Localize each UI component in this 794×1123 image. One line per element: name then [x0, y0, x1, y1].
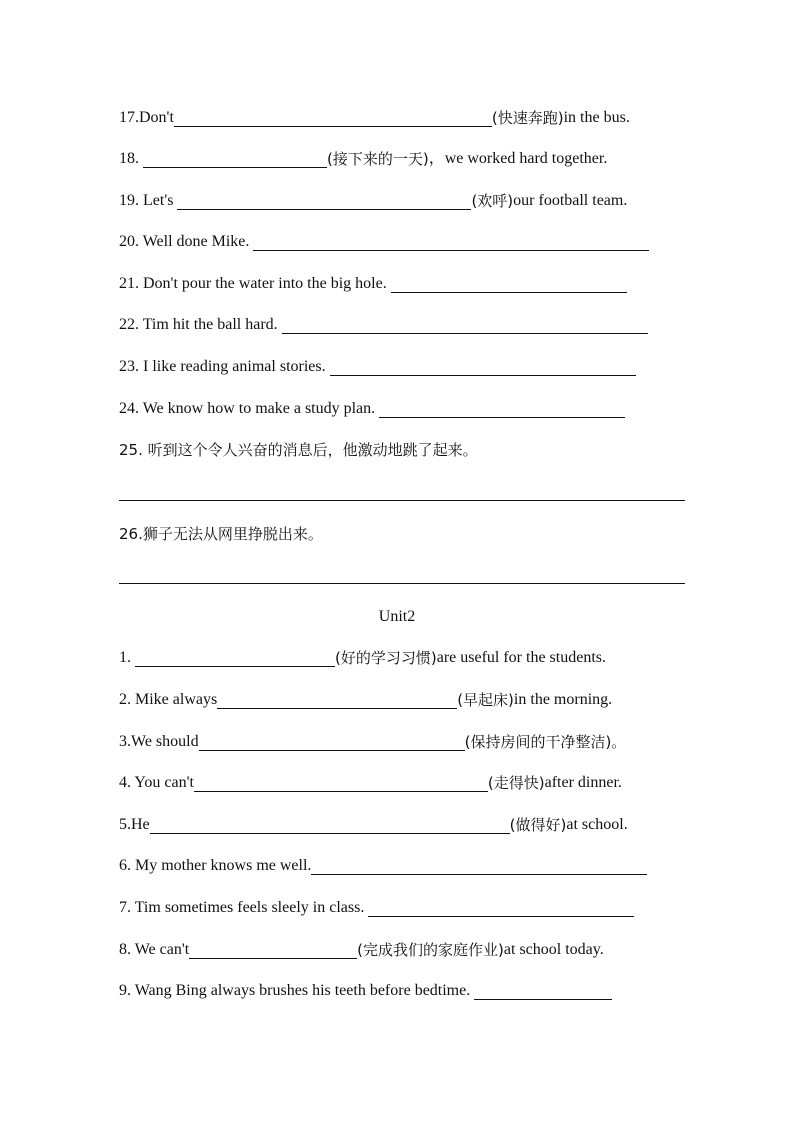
question-19 [119, 190, 627, 212]
question-26-prompt: 26.狮子无法从网里挣脱出来。 [119, 525, 323, 543]
unit2-question-2-tail: in the morning. [513, 691, 613, 708]
question-18-prompt: 18. [119, 150, 139, 167]
unit2-question-1-tail: are useful for the students. [436, 649, 606, 666]
unit2-answer-blank-6[interactable] [311, 857, 647, 875]
unit2-question-5-hint: (做得好) [509, 816, 567, 834]
unit2-question-5-tail: at school. [566, 816, 628, 833]
question-17 [119, 107, 630, 129]
unit2-answer-blank-5[interactable] [150, 816, 510, 834]
answer-blank-17[interactable] [174, 109, 492, 127]
question-21 [119, 273, 627, 295]
unit2-question-7 [119, 897, 634, 919]
unit2-question-1 [119, 647, 606, 669]
question-22 [119, 314, 648, 336]
unit2-answer-blank-1[interactable] [135, 649, 335, 667]
question-22-sentence: 22. Tim hit the ball hard. [119, 316, 278, 333]
unit2-question-8-tail: at school today. [503, 941, 604, 958]
answer-line-26[interactable] [119, 583, 685, 584]
unit2-answer-blank-4[interactable] [194, 774, 488, 792]
question-24 [119, 398, 625, 420]
unit2-answer-blank-2[interactable] [217, 691, 457, 709]
answer-blank-23[interactable] [330, 358, 636, 376]
question-19-tail: our football team. [513, 192, 628, 209]
unit-heading: Unit2 [378, 608, 416, 625]
question-17-tail: in the bus. [563, 109, 630, 126]
unit2-question-4-hint: (走得快) [487, 774, 545, 792]
answer-blank-18[interactable] [143, 150, 327, 168]
question-25-prompt: 25. 听到这个令人兴奋的消息后，他激动地跳了起来。 [119, 441, 478, 459]
unit2-question-2 [119, 689, 612, 711]
answer-blank-24[interactable] [379, 400, 625, 418]
unit2-question-6-sentence: 6. My mother knows me well. [119, 857, 312, 874]
unit2-question-2-hint: (早起床) [457, 691, 514, 709]
unit2-question-7-sentence: 7. Tim sometimes feels sleely in class. [119, 899, 365, 916]
unit2-answer-blank-3[interactable] [199, 733, 465, 751]
unit2-question-4-prompt: 4. You can't [119, 774, 194, 791]
question-23 [119, 356, 636, 378]
unit2-answer-blank-9[interactable] [474, 982, 612, 1000]
question-23-sentence: 23. I like reading animal stories. [119, 358, 326, 375]
answer-blank-21[interactable] [391, 275, 627, 293]
unit2-question-4 [119, 772, 622, 794]
unit2-question-9 [119, 980, 612, 1002]
unit2-question-8-hint: (完成我们的家庭作业) [357, 941, 504, 959]
answer-blank-22[interactable] [282, 316, 648, 334]
question-18-hint: (接下来的一天) [327, 150, 429, 168]
unit2-question-1-prompt: 1. [119, 649, 131, 666]
unit2-question-8-prompt: 8. We can't [119, 941, 190, 958]
question-17-prompt: 17.Don't [119, 109, 174, 126]
unit2-answer-blank-8[interactable] [189, 941, 357, 959]
unit2-question-3-prompt: 3.We should [119, 733, 199, 750]
unit2-question-9-sentence: 9. Wang Bing always brushes his teeth before bedtime. [119, 982, 471, 999]
question-18 [119, 148, 607, 170]
answer-line-25[interactable] [119, 500, 685, 501]
question-25 [119, 439, 478, 461]
unit2-answer-blank-7[interactable] [368, 899, 634, 917]
unit2-question-8 [119, 939, 604, 961]
unit2-question-6 [119, 855, 647, 877]
unit2-question-3-hint: (保持房间的干净整洁)。 [464, 733, 627, 751]
question-20 [119, 231, 649, 253]
unit2-question-3 [119, 731, 626, 753]
unit2-question-2-prompt: 2. Mike always [119, 691, 218, 708]
unit2-question-5 [119, 814, 628, 836]
question-18-tail: ，we worked hard together. [428, 150, 608, 167]
answer-blank-20[interactable] [253, 233, 649, 251]
question-20-sentence: 20. Well done Mike. [119, 233, 250, 250]
question-24-sentence: 24. We know how to make a study plan. [119, 400, 376, 417]
unit2-question-1-hint: (好的学习习惯) [335, 649, 437, 667]
unit2-question-4-tail: after dinner. [544, 774, 622, 791]
question-19-prompt: 19. Let's [119, 192, 174, 209]
question-17-hint: (快速奔跑) [491, 109, 564, 127]
unit2-question-5-prompt: 5.He [119, 816, 150, 833]
question-26 [119, 523, 323, 545]
question-21-sentence: 21. Don't pour the water into the big hole. [119, 275, 387, 292]
question-19-hint: (欢呼) [471, 192, 514, 210]
answer-blank-19[interactable] [177, 192, 471, 210]
